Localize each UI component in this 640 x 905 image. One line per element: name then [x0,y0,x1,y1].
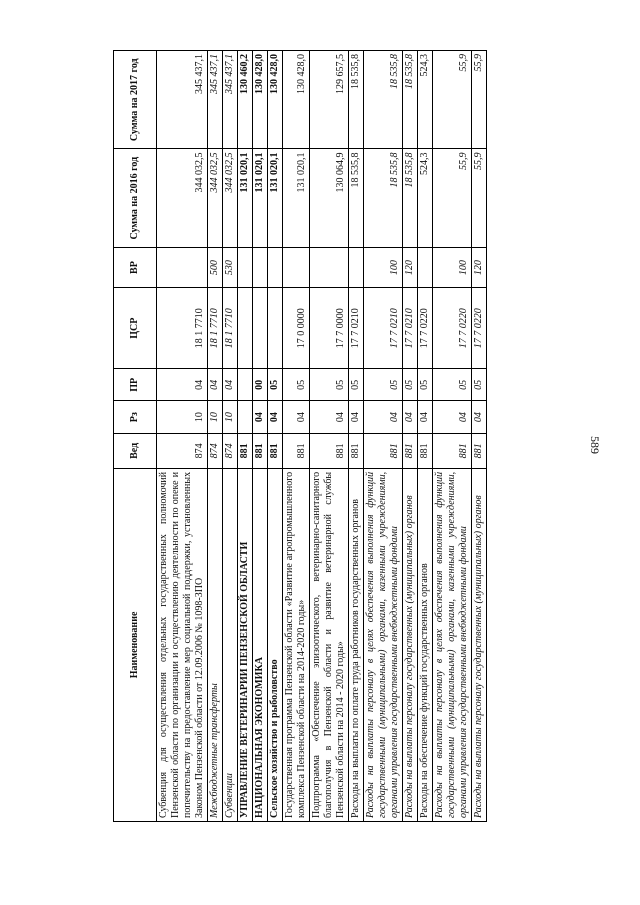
cell-rz: 04 [253,401,268,433]
cell-ved: 881 [433,433,472,468]
cell-sum-2017: 55,9 [472,51,487,149]
table-row [253,51,268,822]
cell-csr: 18 1 7710 [208,288,223,369]
cell-vr [157,247,208,287]
cell-ved: 881 [268,433,283,468]
cell-rz: 04 [433,401,472,433]
cell-sum-2017: 18 535,8 [364,51,403,149]
cell-sum-2017: 130 460,2 [238,51,253,149]
cell-name: УПРАВЛЕНИЕ ВЕТЕРИНАРИИ ПЕНЗЕНСКОЙ ОБЛАСТИ [238,468,253,821]
cell-rz: 10 [157,401,208,433]
cell-vr [349,247,364,287]
cell-pr: 05 [283,369,310,401]
cell-csr: 17 7 0210 [349,288,364,369]
cell-csr [238,288,253,369]
cell-pr: 05 [349,369,364,401]
cell-pr: 05 [268,369,283,401]
cell-ved: 881 [310,433,349,468]
cell-ved: 881 [364,433,403,468]
cell-sum-2016: 344 032,5 [208,149,223,247]
cell-ved: 881 [253,433,268,468]
cell-pr: 00 [253,369,268,401]
cell-csr: 17 7 0000 [310,288,349,369]
cell-csr: 17 7 0210 [403,288,418,369]
cell-pr: 05 [364,369,403,401]
table-row [208,51,223,822]
cell-pr: 05 [472,369,487,401]
cell-name: Расходы на выплаты персоналу в целях обеспечения выполнения функций государственными (муниципальными) органами, казенными учреждениями, органами управления государственными внебюджетными фондами [433,468,472,821]
cell-ved: 881 [283,433,310,468]
cell-sum-2017: 345 437,1 [208,51,223,149]
table-row [364,51,403,822]
cell-csr [268,288,283,369]
cell-vr: 120 [403,247,418,287]
table-row [223,51,238,822]
cell-rz: 10 [223,401,238,433]
cell-name: Субвенция для осуществления отдельных государственных полномочий Пензенской области по организации и осуществлению деятельности по опеке и попечительству на предоставление мер социальной поддержки, установленных Законом Пензенской области от 12.09.2006 № 1098-ЗПО [157,468,208,821]
cell-pr: 05 [403,369,418,401]
cell-sum-2017: 345 437,1 [223,51,238,149]
table-header-row [114,51,157,822]
cell-sum-2017: 130 428,0 [253,51,268,149]
cell-sum-2016: 55,9 [472,149,487,247]
cell-vr [253,247,268,287]
cell-ved: 874 [208,433,223,468]
cell-sum-2016: 55,9 [433,149,472,247]
cell-pr: 05 [433,369,472,401]
table-row [349,51,364,822]
budget-table [113,50,487,822]
header-pr: ПР [114,369,157,401]
cell-sum-2016: 344 032,5 [223,149,238,247]
header-csr: ЦСР [114,288,157,369]
cell-sum-2017: 18 535,8 [349,51,364,149]
cell-vr [283,247,310,287]
cell-csr: 18 1 7710 [157,288,208,369]
cell-name: Расходы на выплаты по оплате труда работников государственных органов [349,468,364,821]
cell-ved: 874 [157,433,208,468]
header-rz: Рз [114,401,157,433]
cell-vr [268,247,283,287]
page-number: 589 [588,436,602,454]
cell-vr: 120 [472,247,487,287]
cell-rz: 04 [364,401,403,433]
cell-vr: 530 [223,247,238,287]
cell-name: Сельское хозяйство и рыболовство [268,468,283,821]
cell-vr: 100 [433,247,472,287]
cell-name: Расходы на выплаты персоналу государственных (муниципальных) органов [403,468,418,821]
cell-rz: 04 [418,401,433,433]
cell-csr: 17 0 0000 [283,288,310,369]
table-row [418,51,433,822]
cell-name: Расходы на выплаты персоналу в целях обеспечения выполнения функций государственными (муниципальными) органами, казенными учреждениями, органами управления государственными внебюджетными фондами [364,468,403,821]
cell-rz: 04 [349,401,364,433]
cell-ved: 881 [349,433,364,468]
cell-name: Субвенции [223,468,238,821]
cell-sum-2017: 18 535,8 [403,51,418,149]
cell-ved: 874 [223,433,238,468]
table-row [403,51,418,822]
table-row [238,51,253,822]
cell-csr: 17 7 0220 [472,288,487,369]
cell-pr: 04 [157,369,208,401]
table-row [310,51,349,822]
cell-csr: 17 7 0210 [364,288,403,369]
cell-sum-2016: 131 020,1 [238,149,253,247]
cell-rz: 10 [208,401,223,433]
header-sum-2016: Сумма на 2016 год [114,149,157,247]
cell-sum-2016: 344 032,5 [157,149,208,247]
cell-sum-2017: 129 657,5 [310,51,349,149]
cell-sum-2016: 18 535,8 [364,149,403,247]
cell-name: НАЦИОНАЛЬНАЯ ЭКОНОМИКА [253,468,268,821]
table-row [157,51,208,822]
cell-vr: 500 [208,247,223,287]
cell-ved: 881 [418,433,433,468]
table-row [268,51,283,822]
cell-vr [238,247,253,287]
cell-vr [418,247,433,287]
cell-csr [253,288,268,369]
cell-rz: 04 [268,401,283,433]
cell-name: Расходы на обеспечение функций государственных органов [418,468,433,821]
cell-pr: 04 [208,369,223,401]
cell-ved: 881 [238,433,253,468]
cell-sum-2016: 131 020,1 [283,149,310,247]
header-name: Наименование [114,468,157,821]
table-body [157,51,487,822]
cell-rz: 04 [310,401,349,433]
cell-ved: 881 [403,433,418,468]
cell-sum-2016: 131 020,1 [268,149,283,247]
cell-pr: 05 [310,369,349,401]
table-row [433,51,472,822]
header-vr: ВР [114,247,157,287]
cell-sum-2017: 130 428,0 [268,51,283,149]
cell-rz: 04 [403,401,418,433]
cell-sum-2016: 18 535,8 [403,149,418,247]
cell-name: Межбюджетные трансферты [208,468,223,821]
table-row [472,51,487,822]
cell-sum-2017: 345 437,1 [157,51,208,149]
cell-pr [238,369,253,401]
cell-rz [238,401,253,433]
budget-table-container [113,50,567,822]
cell-sum-2016: 131 020,1 [253,149,268,247]
cell-pr: 05 [418,369,433,401]
cell-rz: 04 [283,401,310,433]
cell-sum-2016: 524,3 [418,149,433,247]
cell-sum-2017: 524,3 [418,51,433,149]
cell-sum-2016: 130 064,9 [310,149,349,247]
cell-name: Государственная программа Пензенской области «Развитие агропромышленного комплекса Пензенской области на 2014-2020 годы» [283,468,310,821]
cell-csr: 17 7 0220 [433,288,472,369]
cell-sum-2016: 18 535,8 [349,149,364,247]
cell-sum-2017: 130 428,0 [283,51,310,149]
cell-csr: 17 7 0220 [418,288,433,369]
cell-name: Расходы на выплаты персоналу государственных (муниципальных) органов [472,468,487,821]
header-ved: Вед [114,433,157,468]
cell-pr: 04 [223,369,238,401]
cell-vr: 100 [364,247,403,287]
cell-rz: 04 [472,401,487,433]
cell-csr: 18 1 7710 [223,288,238,369]
cell-name: Подпрограмма «Обеспечение эпизоотического, ветеринарно-санитарного благополучия в Пензенской области и развитие ветеринарной службы Пензенской области на 2014 - 2020 годы» [310,468,349,821]
cell-sum-2017: 55,9 [433,51,472,149]
table-row [283,51,310,822]
header-sum-2017: Сумма на 2017 год [114,51,157,149]
cell-ved: 881 [472,433,487,468]
cell-vr [310,247,349,287]
